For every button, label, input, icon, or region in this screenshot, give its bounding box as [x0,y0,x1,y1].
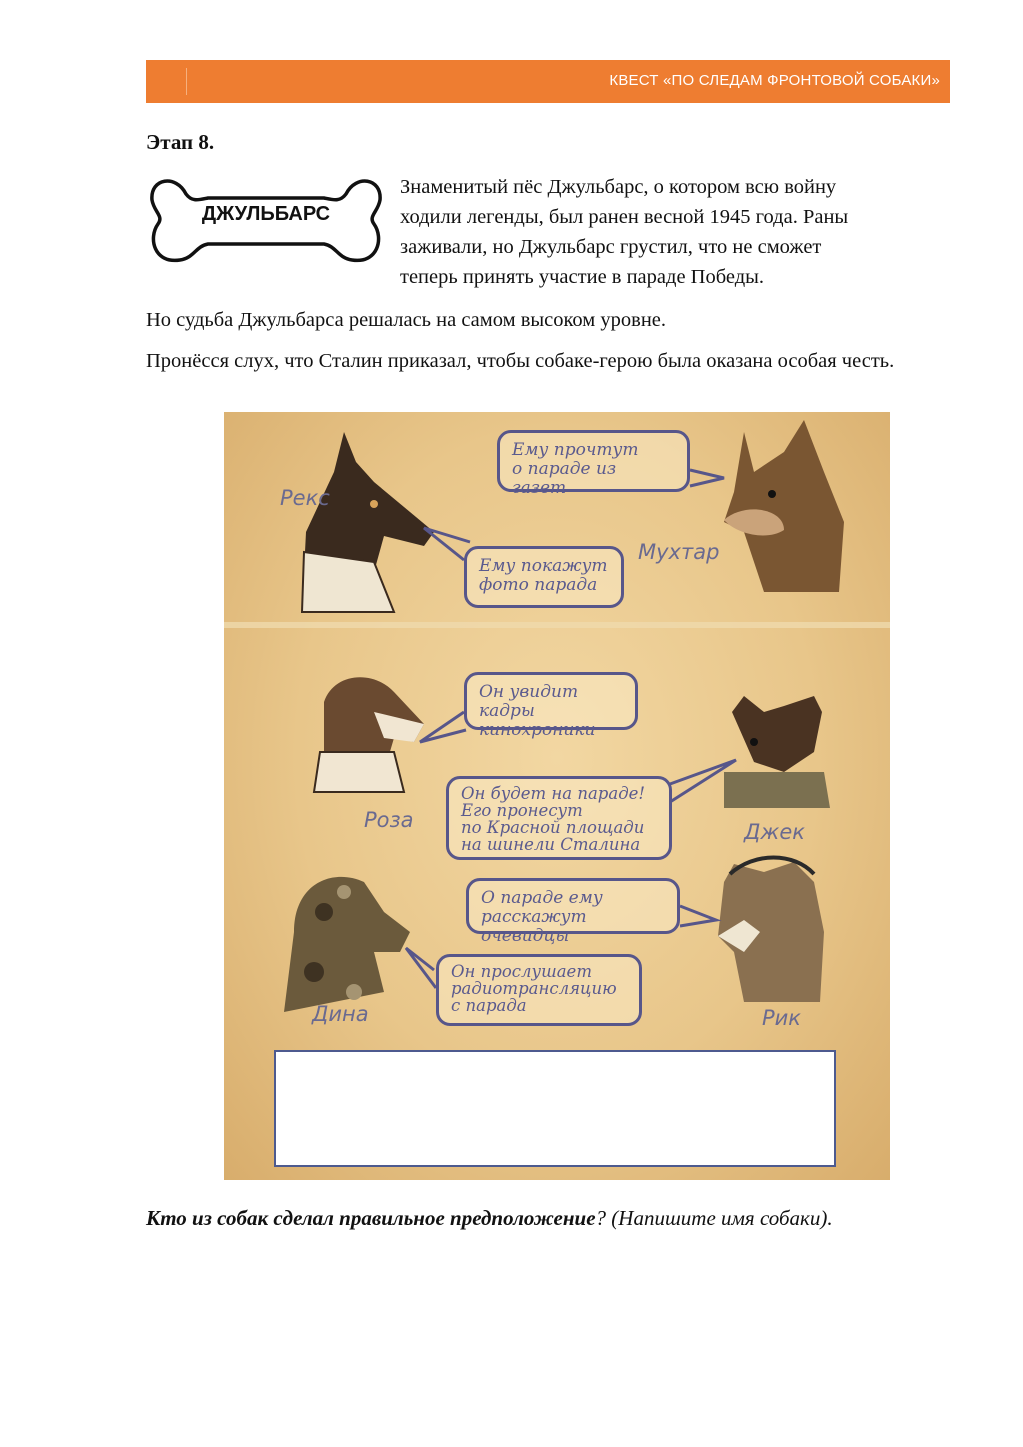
dina-bubble [436,954,642,1026]
bubble-line: радиотрансляцию [451,979,617,998]
paragraph-fate: Но судьба Джульбарса решалась на самом высоком уровне. [146,309,667,331]
intro-line: теперь принять участие в параде Победы. [400,266,765,288]
header-title: КВЕСТ «ПО СЛЕДАМ ФРОНТОВОЙ СОБАКИ» [609,72,940,89]
dog-name-roza: Роза [364,808,414,832]
bubble-line: Его пронесут [461,801,583,820]
bubble-line: по Красной площади [461,818,645,837]
bubble-line: Ему покажут [479,556,608,576]
dog-name-jack: Джек [744,820,805,844]
roza-dog-icon [314,677,424,792]
dina-dog-icon [284,877,410,1012]
bubble-line: О параде ему [481,888,603,908]
bubble-line: кадры кинохроники [479,701,596,740]
rex-dog-icon [302,432,434,612]
rik-dog-icon [718,858,824,1003]
intro-line: ходили легенды, был ранен весной 1945 года. Раны [400,206,849,228]
question-rest: ? (Напишите имя собаки). [595,1206,833,1230]
bubble-line: Он увидит [479,682,579,702]
bubble-line: с парада [451,996,527,1015]
question-bold: Кто из собак сделал правильное предположение [146,1206,596,1230]
header-divider [186,68,187,95]
intro-line: Знаменитый пёс Джульбарс, о котором всю войну [400,176,837,198]
dogs-poster [224,412,890,1180]
bubble-line: Он прослушает [451,962,592,981]
dog-name-rik: Рик [762,1006,801,1030]
roza-bubble [464,672,638,740]
rik-bubble [466,878,680,946]
mukhtar-dog-icon [724,420,844,592]
answer-box[interactable] [274,1050,836,1167]
rex-bubble [464,546,624,608]
dog-name-rex: Рекс [280,486,330,510]
bubble-line: о параде из газет [512,459,617,498]
bubble-line: расскажут очевидцы [481,907,587,946]
question-text [146,1206,833,1231]
bubble-line: на шинели Сталина [461,835,641,854]
dog-name-mukhtar: Мухтар [638,540,720,564]
jack-dog-icon [724,696,830,808]
bubble-line: фото парада [479,575,598,595]
paragraph-rumor: Пронёсся слух, что Сталин приказал, чтобы собаке-герою была оказана особая честь. [146,350,895,372]
jack-bubble [446,776,672,860]
intro-line: заживали, но Джульбарс грустил, что не сможет [400,236,822,258]
dog-name-dina: Дина [312,1002,369,1026]
intro-text [400,172,940,292]
stage-title: Этап 8. [146,130,215,154]
bubble-line: Он будет на параде! [461,784,646,803]
bone-logo-label: ДЖУЛЬБАРС [201,203,331,225]
header-bar [146,60,950,103]
mukhtar-bubble [497,430,690,498]
bubble-line: Ему прочтут [512,440,639,460]
